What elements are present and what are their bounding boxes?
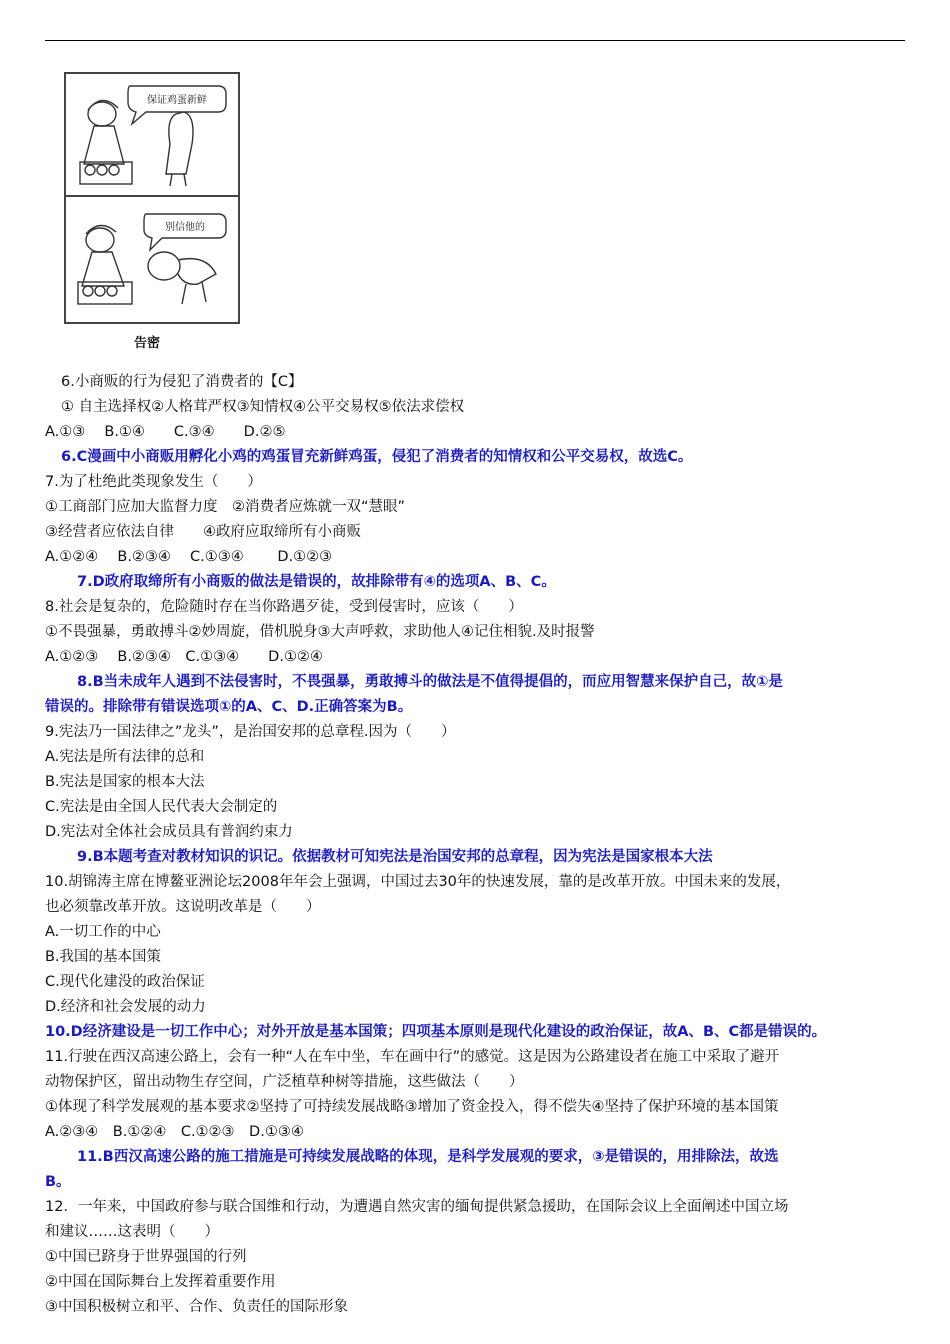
q8-answer-2: 错误的。排除带有错误选项①的A、C、D.正确答案为B。	[45, 699, 413, 715]
cartoon-caption: 告密	[134, 336, 161, 351]
q10-option-c: C.现代化建没的政治保证	[45, 974, 205, 990]
q6-options: A.①③ B.①④ C.③④ D.②⑤	[45, 424, 286, 440]
q8-stem: 8.社会是复杂的，危险随时存在当你路遇歹徒，受到侵害时，应该（ ）	[45, 599, 523, 615]
q10-option-a: A.一切工作的中心	[45, 924, 161, 940]
q12-stem-1: 12．一年来，中国政府参与联合国维和行动，为遭遇自然灾害的缅甸提供紧急援助，在国际会议上全面阐述中国立场	[45, 1199, 789, 1215]
q9-option-a: A.宪法是所有法律的总和	[45, 749, 205, 765]
q7-stem: 7.为了杜绝此类现象发生（ ）	[45, 474, 262, 490]
q10-answer: 10.D经济建设是一切工作中心；对外开放是基本国策；四项基本原则是现代化建设的政治保证，故A、B、C都是错误的。	[45, 1024, 827, 1040]
q9-answer: 9.B本题考查对教材知识的识记。依据教材可知宪法是治国安邦的总章程，因为宪法是国家根本大法	[77, 849, 713, 865]
cartoon-bubble-1: 保证鸡蛋新鲜	[147, 95, 207, 106]
q12-item-3: ③中国积极树立和平、合作、负责任的国际形象	[45, 1299, 348, 1315]
q8-items: ①不畏强暴，勇敢搏斗②妙周旋，借机脱身③大声呼救，求助他人④记住相貌.及时报警	[45, 624, 595, 640]
q6-answer: 6.C漫画中小商贩用孵化小鸡的鸡蛋冒充新鲜鸡蛋，侵犯了消费者的知情权和公平交易权，故选C。	[61, 449, 693, 465]
q11-answer-2: B。	[45, 1174, 71, 1190]
header-rule	[45, 40, 905, 41]
q7-options: A.①②④ B.②③④ C.①③④ D.①②③	[45, 549, 333, 565]
q8-answer-1: 8.B当未成年人遇到不法侵害时，不畏强暴，勇敢搏斗的做法是不值得提倡的，而应用智慧来保护自己，故①是	[77, 674, 783, 690]
q11-options: A.②③④ B.①②④ C.①②③ D.①③④	[45, 1124, 304, 1140]
q11-answer-1: 11.B西汉高速公路的施工措施是可持续发展战略的体现，是科学发展观的要求，③是错误的，用排除法，故选	[77, 1149, 779, 1165]
q9-stem: 9.宪法乃一国法律之”龙头”，是治国安邦的总章程.因为（ ）	[45, 724, 456, 740]
cartoon-bubble-2: 别信他的	[165, 222, 205, 233]
q12-stem-2: 和建议……这表明（ ）	[45, 1224, 219, 1240]
q9-option-d: D.宪法对全体社会成员具有普润约束力	[45, 824, 293, 840]
q6-stem: 6.小商贩的行为侵犯了消费者的【C】	[61, 374, 303, 390]
q11-items: ①体现了科学发展观的基本要求②坚持了可持续发展战略③增加了资金投入，得不偿失④坚持了保护环境的基本国策	[45, 1099, 779, 1115]
question-text	[45, 370, 925, 1320]
q11-stem-1: 11.行驶在西汉高速公路上，会有一种“人在车中坐，车在画中行”的感觉。这是因为公路建设者在施工中采取了避开	[45, 1049, 780, 1065]
q6-items: ① 自主选择权②人格茸严权③知情权④公平交易权⑤依法求偿权	[61, 399, 465, 415]
q12-item-1: ①中国已跻身于世界强国的行列	[45, 1249, 247, 1265]
cartoon-drawing	[66, 74, 238, 322]
q10-stem-2: 也必须靠改革开放。这说明改革是（ ）	[45, 899, 321, 915]
q8-options: A.①②③ B.②③④ C.①③④ D.①②④	[45, 649, 323, 665]
q10-option-b: B.我国的基本国策	[45, 949, 162, 965]
q7-items-1: ①工商部门应加大监督力度 ②消费者应炼就一双“慧眼”	[45, 499, 406, 515]
q9-option-b: B.宪法是国家的根本大法	[45, 774, 205, 790]
q12-item-2: ②中国在国际舞台上发挥着重要作用	[45, 1274, 276, 1290]
q7-answer: 7.D政府取缔所有小商贩的做法是错误的，故排除带有④的选项A、B、C。	[77, 574, 556, 590]
q11-stem-2: 动物保护区，留出动物生存空间，广泛植草种树等措施，这些做法（ ）	[45, 1074, 524, 1090]
q9-option-c: C.宪法是由全国人民代表大会制定的	[45, 799, 278, 815]
cartoon-image	[64, 72, 240, 324]
q10-stem-1: 10.胡锦涛主席在博鳌亚洲论坛2008年年会上强调，中国过去30年的快速发展，靠的是改革开放。中国未来的发展，	[45, 874, 791, 890]
q10-option-d: D.经济和社会发展的动力	[45, 999, 206, 1015]
cartoon-panel-divider	[66, 195, 238, 197]
q7-items-2: ③经营者应依法自律 ④政府应取缔所有小商贩	[45, 524, 361, 540]
